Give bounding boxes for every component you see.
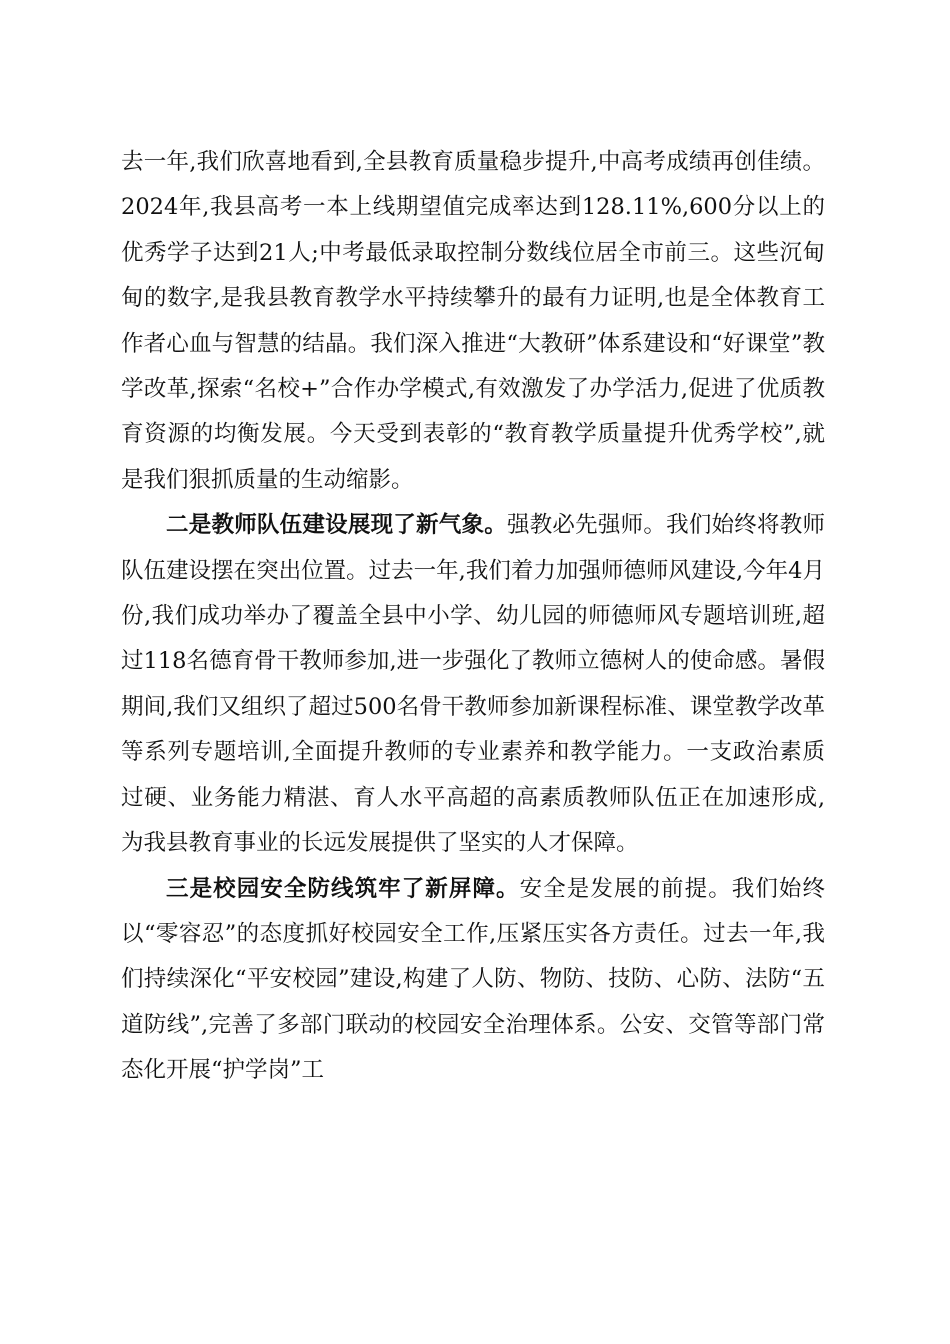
paragraph-heading: 二是教师队伍建设展现了新气象。 [166,512,507,539]
paragraph-body: 去一年,我们欣喜地看到,全县教育质量稳步提升,中高考成绩再创佳绩。2024年,我县高考一本上线期望值完成率达到128.11%,600分以上的优秀学子达到21人;中考最低录取控制分数线位居全市前三。这些沉甸甸的数字,是我县教育教学水平持续攀升的最有力证明,也是全体教育工作者心血与智慧的结晶。我们深入推进“大教研”体系建设和“好课堂”教学改革,探索“名校+”合作办学模式,有效激发了办学活力,促进了优质教育资源的均衡发展。今天受到表彰的“教育教学质量提升优秀学校”,就是我们狠抓质量的生动缩影。 [121,149,825,493]
paragraph-body: 安全是发展的前提。我们始终以“零容忍”的态度抓好校园安全工作,压紧压实各方责任。过去一年,我们持续深化“平安校园”建设,构建了人防、物防、技防、心防、法防“五道防线”,完善了多部门联动的校园安全治理体系。公安、交管等部门常态化开展“护学岗”工 [121,875,825,1084]
paragraph-continuation [121,140,825,503]
paragraph-campus-safety [121,867,825,1094]
paragraph-teacher-team [121,503,825,866]
paragraph-body: 强教必先强师。我们始终将教师队伍建设摆在突出位置。过去一年,我们着力加强师德师风建设,今年4月份,我们成功举办了覆盖全县中小学、幼儿园的师德师风专题培训班,超过118名德育骨干教师参加,进一步强化了教师立德树人的使命感。暑假期间,我们又组织了超过500名骨干教师参加新课程标准、课堂教学改革等系列专题培训,全面提升教师的专业素养和教学能力。一支政治素质过硬、业务能力精湛、育人水平高超的高素质教师队伍正在加速形成,为我县教育事业的长远发展提供了坚实的人才保障。 [121,512,825,857]
paragraph-heading: 三是校园安全防线筑牢了新屏障。 [166,875,520,902]
body-text [121,140,825,1094]
